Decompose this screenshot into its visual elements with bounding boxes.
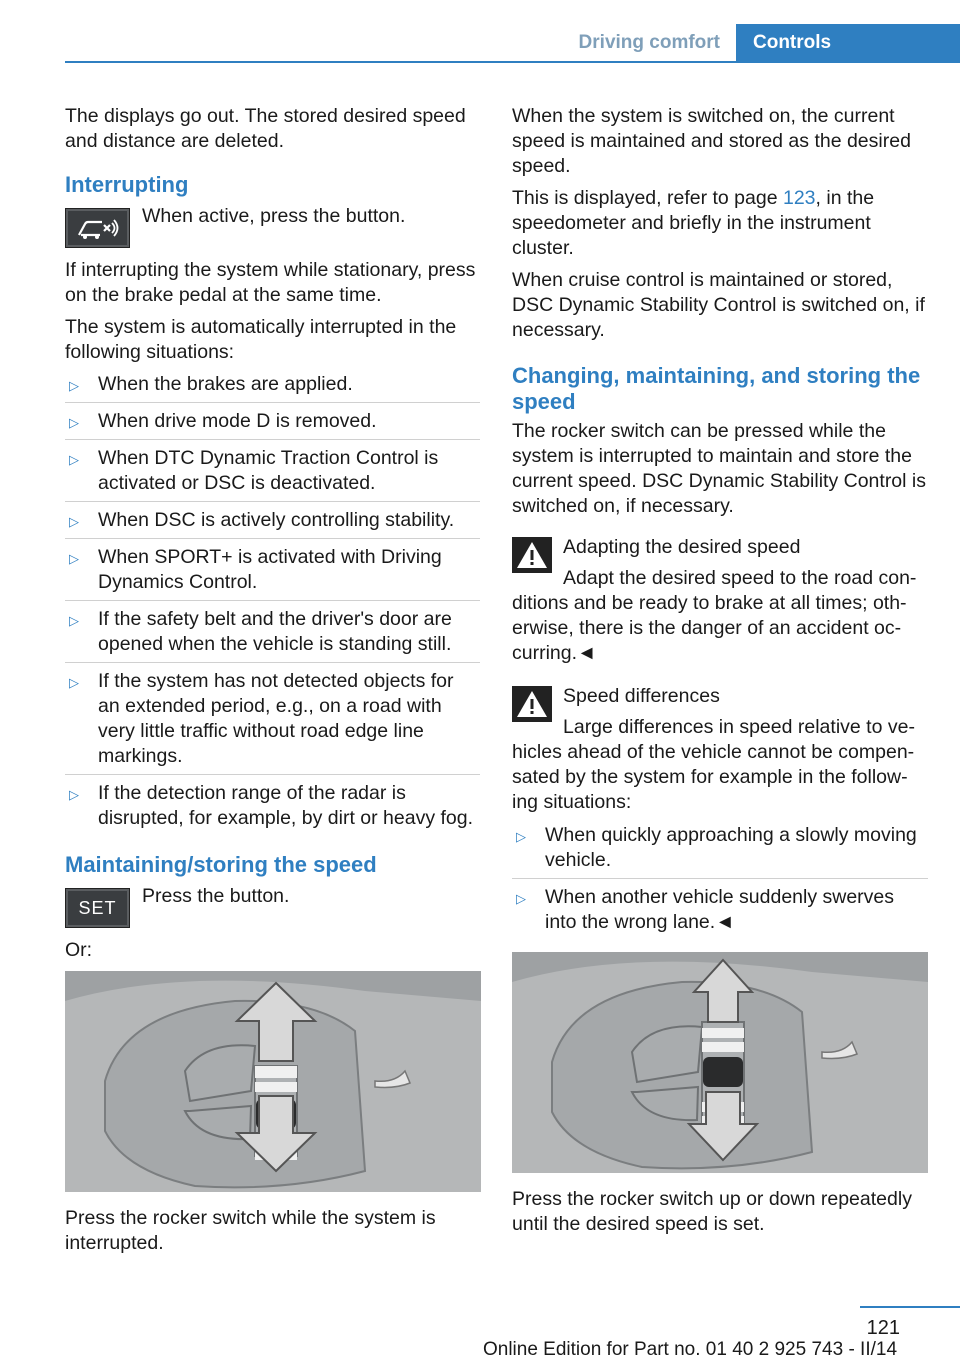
warning-triangle-icon (512, 686, 552, 722)
set-button-row (65, 884, 480, 928)
footer-rule (860, 1306, 960, 1308)
right-caption: Press the rocker switch up or down repeatedly until the desired speed is set. (512, 1188, 912, 1235)
set-button-text: Press the button. (142, 885, 290, 907)
warning-1-text: ditions and be ready to brake at all times; oth-erwise, there is the danger of an accident oc-curring.◄ (512, 592, 907, 664)
list-item: ▷ If the detection range of the radar is disrupted, for example, by dirt or heavy fog. (69, 782, 474, 829)
right-paragraph-2: This is displayed, refer to page 123, in the speedometer and briefly in the instrument cluster. (512, 187, 875, 259)
triangle-bullet-icon: ▷ (69, 787, 79, 802)
interrupt-paragraph-2: The system is automatically interrupted in the following situations: (65, 316, 457, 363)
triangle-bullet-icon: ▷ (69, 378, 79, 393)
heading-interrupting: Interrupting (65, 172, 189, 197)
right-column (512, 104, 928, 1244)
page-number: 121 (866, 1317, 900, 1339)
right-paragraph-1: When the system is switched on, the current speed is maintained and stored as the desired speed. (512, 105, 911, 177)
triangle-bullet-icon: ▷ (69, 514, 79, 529)
cruise-control-interrupt-icon (65, 208, 130, 248)
warning-triangle-icon (512, 537, 552, 573)
interrupt-button-row (65, 204, 480, 248)
triangle-bullet-icon: ▷ (69, 675, 79, 690)
list-item: ▷ When drive mode D is removed. (65, 409, 480, 440)
warning-2-line: Large differences in speed relative to ve- (563, 716, 915, 738)
interrupt-paragraph-1: If interrupting the system while stationary, press on the brake pedal at the same time. (65, 259, 476, 306)
warning-2-text: hicles ahead of the vehicle cannot be compen-sated by the system for example in the follow-ing situations: (512, 741, 915, 813)
or-text: Or: (65, 939, 93, 961)
warning-1-title: Adapting the desired speed (563, 536, 801, 558)
left-column (65, 104, 480, 1263)
list-item: ▷ When quickly approaching a slowly moving vehicle. (512, 823, 928, 879)
footer-edition: Online Edition for Part no. 01 40 2 925 743 - II/14 (482, 1339, 898, 1360)
header-tab-controls: Controls (736, 24, 960, 63)
list-item: ▷ When the brakes are applied. (65, 372, 480, 403)
interrupt-button-text: When active, press the button. (142, 205, 406, 227)
left-caption: Press the rocker switch while the system is interrupted. (65, 1207, 436, 1254)
list-item: ▷ When DSC is actively controlling stability. (65, 508, 480, 539)
warning-2-list (512, 823, 928, 940)
warning-adapting-speed (512, 535, 928, 591)
rocker-switch-illustration (512, 952, 928, 1173)
warning-2-title: Speed differences (563, 685, 720, 707)
interrupt-list (65, 372, 480, 836)
page-ref-link[interactable]: 123 (782, 187, 816, 209)
triangle-bullet-icon: ▷ (69, 551, 79, 566)
list-item: ▷ When SPORT+ is activated with Driving Dynamics Control. (65, 545, 480, 601)
heading-maintaining: Maintaining/storing the speed (65, 852, 377, 877)
set-button-icon: SET (65, 888, 130, 928)
right-paragraph-3: When cruise control is maintained or stored, DSC Dynamic Stability Control is switched on, if necessary. (512, 269, 925, 341)
triangle-bullet-icon: ▷ (69, 452, 79, 467)
warning-speed-differences (512, 684, 928, 740)
rocker-switch-illustration (65, 971, 481, 1192)
warning-1-line: Adapt the desired speed to the road con- (563, 567, 917, 589)
triangle-bullet-icon: ▷ (516, 829, 526, 844)
header-section: Driving comfort (578, 32, 720, 53)
changing-paragraph: The rocker switch can be pressed while the system is interrupted to maintain and store the current speed. DSC Dynamic Stability Control is switched on, if necessary. (512, 420, 926, 517)
list-item: ▷ When another vehicle suddenly swerves into the wrong lane.◄ (516, 886, 895, 933)
list-item: ▷ When DTC Dynamic Traction Control is activated or DSC is deactivated. (65, 446, 480, 502)
triangle-bullet-icon: ▷ (516, 891, 526, 906)
triangle-bullet-icon: ▷ (69, 415, 79, 430)
list-item: ▷ If the system has not detected objects for an extended period, e.g., on a road with very little traffic without road edge line markings. (65, 669, 480, 775)
intro-paragraph: The displays go out. The stored desired speed and distance are deleted. (65, 105, 466, 152)
heading-changing: Changing, maintaining, and storing the speed (512, 363, 921, 414)
header-rule (65, 61, 960, 63)
triangle-bullet-icon: ▷ (69, 613, 79, 628)
list-item: ▷ If the safety belt and the driver's door are opened when the vehicle is standing still. (65, 607, 480, 663)
